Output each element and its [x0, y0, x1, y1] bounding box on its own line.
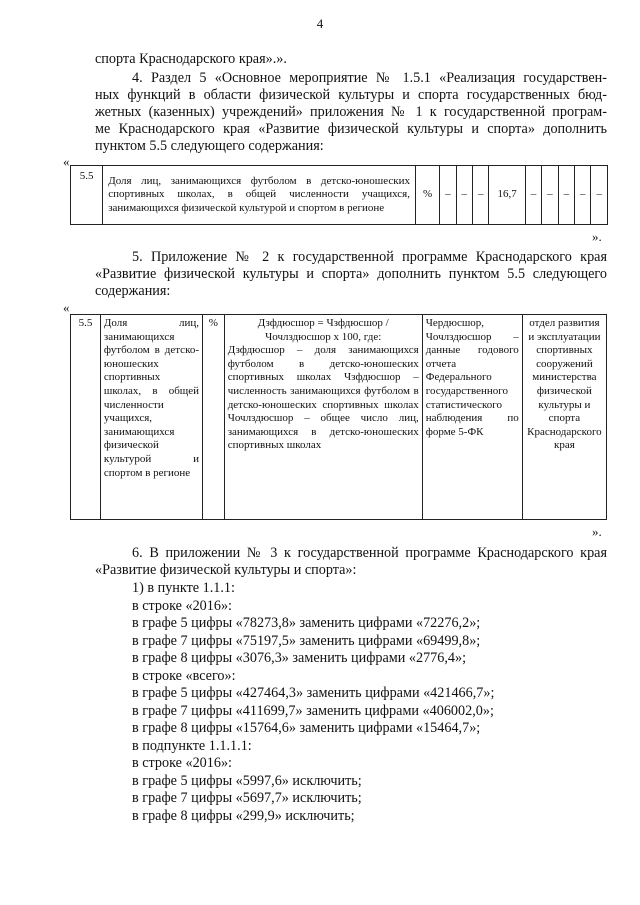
formula-line: Дзфдюсшор = Чзфдюсшор / — [257, 317, 389, 329]
list-item: в графе 8 цифры «3076,3» заменить цифрами «2776,4»; — [132, 650, 467, 666]
table1-text: Доля лиц, занимающихся футболом в детско-юношеских спортивных школах, в общей численности учащихся, занимающихся физической культурой и спортом в регионе — [103, 166, 416, 225]
list-item: в строке «2016»: — [132, 597, 232, 614]
list-item: в графе 7 цифры «5697,7» исключить; — [132, 790, 362, 806]
page-number: 4 — [316, 16, 324, 31]
close-quote: ». — [592, 524, 602, 539]
formula-description: Дзфдюсшор – доля занимающихся футболом в детско-юношеских спортивных школах Чзфдюсшор – численность занимающихся футболом в детско-юношеских спортивных школах Чочлздюсшор – общее число лиц, занимающихся в детско-юношеских спортивных школах — [227, 344, 419, 452]
table-row — [71, 166, 608, 225]
item4-line: пунктом 5.5 следующего содержания: — [95, 138, 324, 154]
table1-cell: – — [591, 166, 608, 225]
table1-cell: – — [558, 166, 574, 225]
item5-line: содержания: — [95, 283, 171, 299]
intro-line: спорта Краснодарского края».». — [95, 51, 287, 67]
list-item: в строке «всего»: — [132, 667, 236, 684]
table2-formula — [224, 315, 422, 520]
open-quote: « — [63, 154, 70, 169]
table2-responsible: отдел развития и эксплуатации спортивных сооружений министерства физической культуры и спорта Краснодарского края — [522, 315, 606, 520]
list-item: в графе 8 цифры «15764,6» заменить цифрами «15464,7»; — [132, 720, 481, 736]
table-row — [71, 315, 607, 520]
list-item: в строке «2016»: — [132, 755, 232, 771]
list-item: в подпункте 1.1.1.1: — [132, 737, 252, 754]
list-item: в графе 5 цифры «5997,6» исключить; — [132, 772, 362, 789]
list-item: 1) в пункте 1.1.1: — [132, 580, 235, 596]
item4-line: ных функций в области физической культуры и спорта государственных бюд- — [95, 87, 607, 103]
table2-unit: % — [203, 315, 225, 520]
item5-line: «Развитие физической культуры и спорта» дополнить пунктом 5.5 следующего — [95, 266, 607, 282]
table1-num: 5.5 — [71, 166, 103, 225]
item4-line: 4. Раздел 5 «Основное мероприятие № 1.5.1 «Реализация государствен- — [132, 70, 607, 86]
table1-value: 16,7 — [489, 166, 525, 225]
table1-cell: – — [542, 166, 558, 225]
list-item: в графе 5 цифры «427464,3» заменить цифрами «421466,7»; — [132, 685, 495, 701]
item5-line: 5. Приложение № 2 к государственной программе Краснодарского края — [132, 249, 607, 265]
list-item: в графе 8 цифры «299,9» исключить; — [132, 807, 355, 824]
table1-unit: % — [415, 166, 439, 225]
close-quote: ». — [592, 229, 602, 244]
table1-cell: – — [440, 166, 456, 225]
item6-line: 6. В приложении № 3 к государственной программе Краснодарского края — [132, 545, 607, 561]
list-item: в графе 7 цифры «75197,5» заменить цифрами «69499,8»; — [132, 632, 481, 649]
formula-line: Чочлздюсшор х 100, где: — [265, 330, 382, 343]
open-quote: « — [63, 300, 70, 315]
table2-source: Чердюсшор, Чочлздюсшор – данные годового отчета Федерального государственного статистического наблюдения по форме 5-ФК — [422, 315, 522, 520]
table1-cell: – — [525, 166, 541, 225]
table2-num: 5.5 — [71, 315, 101, 520]
item4-line: жетных (казенных) учреждений» приложения № 1 к государственной програм- — [95, 104, 607, 120]
table-methodology-5-5 — [70, 314, 607, 520]
table1-cell: – — [575, 166, 591, 225]
list-item: в графе 5 цифры «78273,8» заменить цифрами «72276,2»; — [132, 615, 481, 631]
list-item: в графе 7 цифры «411699,7» заменить цифрами «406002,0»; — [132, 702, 494, 719]
table2-name: Доля лиц, занимающихся футболом в детско-юношеских спортивных школах, в общей численности учащихся, занимающихся физической культурой и спортом в регионе — [100, 315, 202, 520]
table-indicator-5-5 — [70, 165, 608, 225]
item4-line: ме Краснодарского края «Развитие физической культуры и спорта» дополнить — [95, 121, 607, 137]
table1-cell: – — [456, 166, 472, 225]
item6-line: «Развитие физической культуры и спорта»: — [95, 562, 357, 578]
table1-cell: – — [473, 166, 489, 225]
